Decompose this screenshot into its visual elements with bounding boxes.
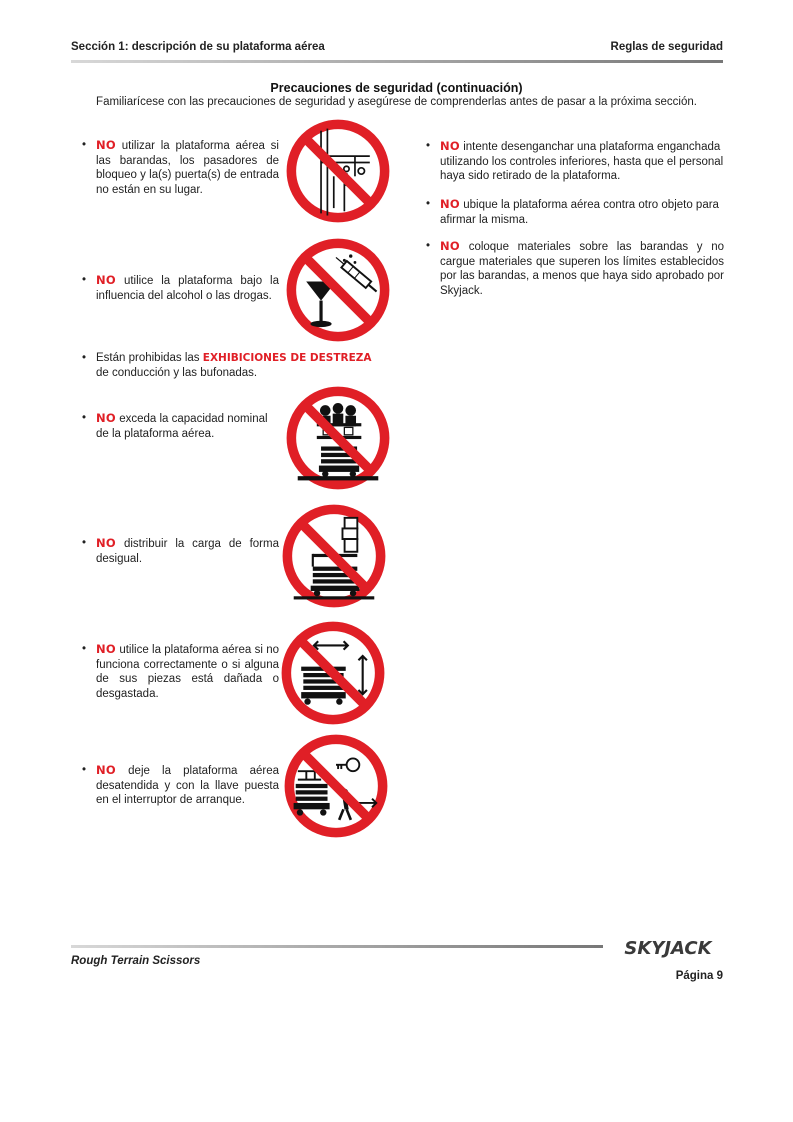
right-item-3-text: coloque materiales sobre las barandas y no cargue materiales que superen los límites establecidos por las barandas, a menos que haya sido aprobado por Skyjack. <box>440 241 724 297</box>
right-item-2 <box>426 197 724 227</box>
right-item-2-text: ubique la plataforma aérea contra otro objeto para afirmar la misma. <box>440 199 719 226</box>
left-item-7 <box>82 763 279 808</box>
left-item-2-text: utilice la plataforma bajo la influencia del alcohol o las drogas. <box>96 275 279 302</box>
no-label: NO <box>440 197 461 211</box>
bullet-icon: • <box>82 352 87 364</box>
left-item-3 <box>82 351 392 380</box>
left-item-1 <box>82 138 279 197</box>
footer-product-name: Rough Terrain Scissors <box>71 955 201 967</box>
no-label: NO <box>96 411 117 425</box>
no-label: NO <box>440 139 461 153</box>
right-item-1 <box>426 139 724 184</box>
bullet-icon: • <box>82 537 87 549</box>
no-uneven-load-sign-icon <box>281 503 387 609</box>
bullet-icon: • <box>426 198 431 210</box>
no-label: NO <box>96 273 117 287</box>
stunt-driving-highlight: EXHIBICIONES DE DESTREZA <box>202 352 372 364</box>
no-label: NO <box>440 239 461 253</box>
left-item-5-text: distribuir la carga de forma desigual. <box>96 538 279 565</box>
bullet-icon: • <box>426 240 431 252</box>
left-item-1-text: utilizar la plataforma aérea si las barandas, los pasadores de bloqueo y la(s) puerta(s) de entrada no están en su lugar. <box>96 140 279 196</box>
skyjack-logo-text: SKYJACK <box>624 938 712 958</box>
footer-rule <box>71 945 603 948</box>
bullet-icon: • <box>426 140 431 152</box>
header-section-title: Sección 1: descripción de su plataforma aérea <box>71 41 325 53</box>
bullet-icon: • <box>82 643 87 655</box>
left-item-4 <box>82 411 279 441</box>
left-item-3-prefix: Están prohibidas las <box>96 352 200 364</box>
left-item-5 <box>82 536 279 566</box>
right-item-3 <box>426 239 724 298</box>
left-item-3-suffix: de conducción y las bufonadas. <box>96 366 258 379</box>
page-title: Precauciones de seguridad (continuación) <box>270 81 523 95</box>
bullet-icon: • <box>82 274 87 286</box>
page-number: Página 9 <box>675 970 723 982</box>
bullet-icon: • <box>82 764 87 776</box>
bullet-icon: • <box>82 139 87 151</box>
no-missing-railings-sign-icon <box>285 118 391 224</box>
no-alcohol-drugs-sign-icon <box>285 237 391 343</box>
no-malfunction-sign-icon <box>280 620 386 726</box>
left-item-6-text: utilice la plataforma aérea si no funciona correctamente o si alguna de sus piezas está dañada o desgastada. <box>96 644 279 700</box>
skyjack-logo <box>612 936 724 958</box>
left-item-2 <box>82 273 279 303</box>
page-subtitle: Familiarícese con las precauciones de seguridad y asegúrese de comprenderlas antes de pasar a la próxima sección. <box>96 96 697 108</box>
no-label: NO <box>96 536 117 550</box>
left-item-6 <box>82 642 279 701</box>
right-item-1-text: intente desenganchar una plataforma enganchada utilizando los controles inferiores, hasta que el personal haya sido retirado de la plataforma. <box>440 141 724 182</box>
bullet-icon: • <box>82 412 87 424</box>
header-chapter-title: Reglas de seguridad <box>610 41 723 53</box>
no-unattended-key-sign-icon <box>283 733 389 839</box>
no-label: NO <box>96 642 117 656</box>
no-overload-sign-icon <box>285 385 391 491</box>
left-item-7-text: deje la plataforma aérea desatendida y con la llave puesta en el interruptor de arranque. <box>96 765 279 806</box>
no-label: NO <box>96 138 117 152</box>
header-rule <box>71 60 723 63</box>
left-item-4-text: exceda la capacidad nominal de la plataforma aérea. <box>96 413 268 440</box>
no-label: NO <box>96 763 117 777</box>
